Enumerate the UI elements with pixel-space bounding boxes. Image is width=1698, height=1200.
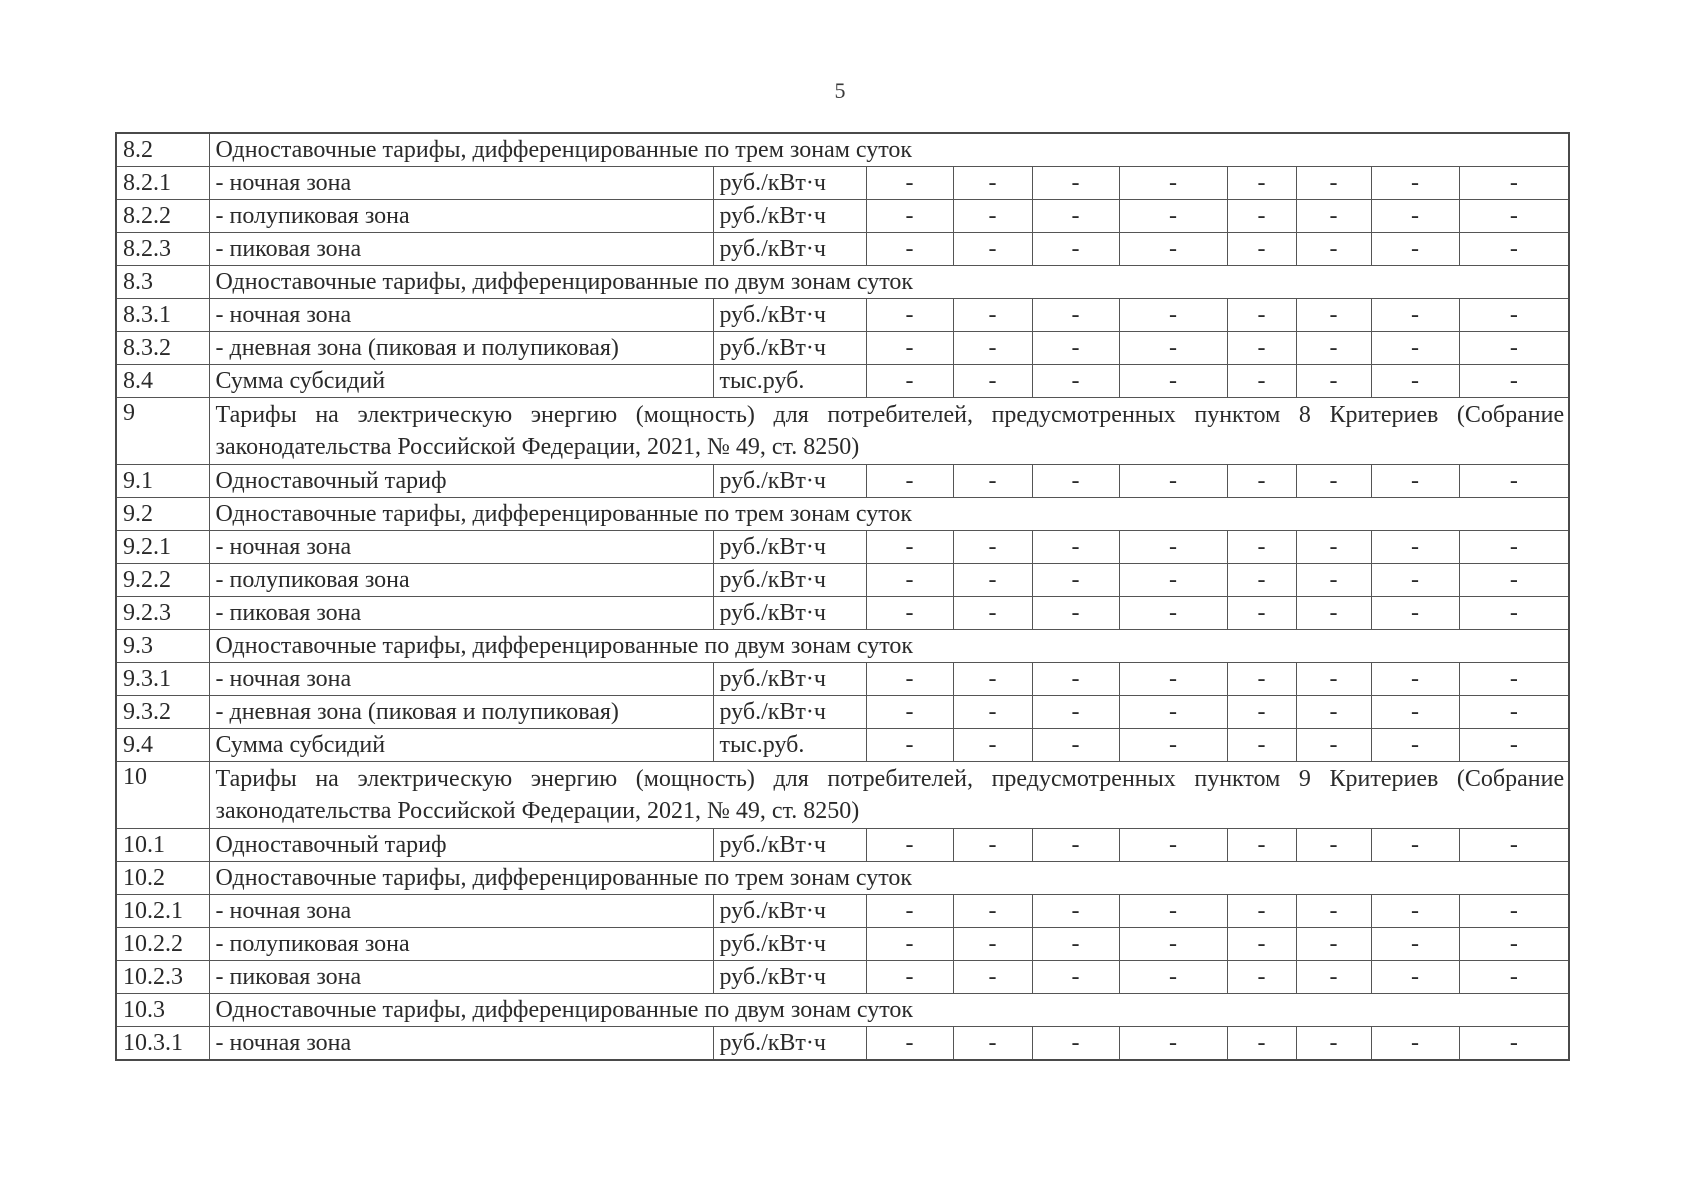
value-cell: -	[953, 895, 1032, 928]
value-cell: -	[1032, 365, 1119, 398]
value-cell: -	[1459, 465, 1569, 498]
unit: тыс.руб.	[713, 365, 866, 398]
value-cell: -	[1296, 829, 1371, 862]
table-row	[116, 696, 1569, 729]
value-cell: -	[1371, 961, 1459, 994]
value-cell: -	[1459, 663, 1569, 696]
section-title: Тарифы на электрическую энергию (мощность) для потребителей, предусмотренных пунктом 8 Критериев (Собрание законодательства Российской Федерации, 2021, № 49, ст. 8250)	[209, 398, 1569, 465]
indicator-name: - полупиковая зона	[209, 200, 713, 233]
value-cell: -	[1371, 233, 1459, 266]
value-cell: -	[1032, 564, 1119, 597]
indicator-name: - ночная зона	[209, 1027, 713, 1061]
unit: руб./кВт·ч	[713, 663, 866, 696]
value-cell: -	[1459, 332, 1569, 365]
unit: руб./кВт·ч	[713, 531, 866, 564]
row-number: 9.1	[116, 465, 209, 498]
value-cell: -	[1296, 597, 1371, 630]
value-cell: -	[1296, 531, 1371, 564]
value-cell: -	[1227, 531, 1296, 564]
row-number: 9	[116, 398, 209, 465]
value-cell: -	[1296, 663, 1371, 696]
value-cell: -	[1119, 299, 1227, 332]
section-title: Одноставочные тарифы, дифференцированные по трем зонам суток	[209, 133, 1569, 167]
table-row	[116, 829, 1569, 862]
value-cell: -	[1296, 696, 1371, 729]
value-cell: -	[953, 1027, 1032, 1061]
value-cell: -	[866, 200, 953, 233]
table-row	[116, 895, 1569, 928]
value-cell: -	[1227, 299, 1296, 332]
value-cell: -	[1371, 200, 1459, 233]
indicator-name: - пиковая зона	[209, 961, 713, 994]
value-cell: -	[866, 299, 953, 332]
value-cell: -	[953, 531, 1032, 564]
row-number: 9.3	[116, 630, 209, 663]
value-cell: -	[953, 564, 1032, 597]
row-number: 10.1	[116, 829, 209, 862]
value-cell: -	[1296, 332, 1371, 365]
value-cell: -	[1227, 200, 1296, 233]
value-cell: -	[953, 961, 1032, 994]
table-row	[116, 299, 1569, 332]
table-row	[116, 498, 1569, 531]
unit: руб./кВт·ч	[713, 299, 866, 332]
indicator-name: - полупиковая зона	[209, 928, 713, 961]
value-cell: -	[1032, 299, 1119, 332]
value-cell: -	[953, 928, 1032, 961]
value-cell: -	[1459, 233, 1569, 266]
value-cell: -	[1119, 200, 1227, 233]
unit: руб./кВт·ч	[713, 200, 866, 233]
indicator-name: - ночная зона	[209, 531, 713, 564]
value-cell: -	[1227, 465, 1296, 498]
value-cell: -	[866, 365, 953, 398]
value-cell: -	[1119, 531, 1227, 564]
value-cell: -	[1296, 365, 1371, 398]
unit: руб./кВт·ч	[713, 233, 866, 266]
value-cell: -	[1459, 564, 1569, 597]
value-cell: -	[1227, 332, 1296, 365]
value-cell: -	[1119, 961, 1227, 994]
value-cell: -	[866, 564, 953, 597]
indicator-name: - дневная зона (пиковая и полупиковая)	[209, 696, 713, 729]
value-cell: -	[1032, 663, 1119, 696]
value-cell: -	[866, 729, 953, 762]
value-cell: -	[1227, 961, 1296, 994]
value-cell: -	[1119, 365, 1227, 398]
value-cell: -	[1032, 531, 1119, 564]
value-cell: -	[1227, 167, 1296, 200]
table-row	[116, 928, 1569, 961]
value-cell: -	[1119, 928, 1227, 961]
table-row	[116, 531, 1569, 564]
value-cell: -	[953, 465, 1032, 498]
table-row	[116, 233, 1569, 266]
value-cell: -	[1371, 928, 1459, 961]
value-cell: -	[953, 597, 1032, 630]
value-cell: -	[1032, 465, 1119, 498]
value-cell: -	[1459, 200, 1569, 233]
value-cell: -	[1227, 564, 1296, 597]
indicator-name: - ночная зона	[209, 895, 713, 928]
value-cell: -	[1119, 696, 1227, 729]
value-cell: -	[866, 895, 953, 928]
table-row	[116, 200, 1569, 233]
value-cell: -	[953, 332, 1032, 365]
row-number: 9.2	[116, 498, 209, 531]
value-cell: -	[1227, 729, 1296, 762]
row-number: 9.4	[116, 729, 209, 762]
value-cell: -	[866, 663, 953, 696]
value-cell: -	[1296, 233, 1371, 266]
value-cell: -	[1459, 365, 1569, 398]
indicator-name: - ночная зона	[209, 663, 713, 696]
value-cell: -	[1032, 233, 1119, 266]
value-cell: -	[1459, 961, 1569, 994]
unit: руб./кВт·ч	[713, 597, 866, 630]
row-number: 8.3.2	[116, 332, 209, 365]
row-number: 10.2	[116, 862, 209, 895]
row-number: 9.2.1	[116, 531, 209, 564]
value-cell: -	[1119, 1027, 1227, 1061]
indicator-name: - пиковая зона	[209, 233, 713, 266]
table-row	[116, 365, 1569, 398]
unit: руб./кВт·ч	[713, 696, 866, 729]
value-cell: -	[1371, 531, 1459, 564]
value-cell: -	[1459, 729, 1569, 762]
page-number: 5	[834, 78, 846, 103]
row-number: 9.3.2	[116, 696, 209, 729]
table-row	[116, 1027, 1569, 1061]
unit: руб./кВт·ч	[713, 961, 866, 994]
value-cell: -	[1459, 1027, 1569, 1061]
value-cell: -	[1371, 1027, 1459, 1061]
unit: руб./кВт·ч	[713, 167, 866, 200]
indicator-name: - ночная зона	[209, 299, 713, 332]
value-cell: -	[1459, 829, 1569, 862]
unit: руб./кВт·ч	[713, 1027, 866, 1061]
value-cell: -	[1296, 299, 1371, 332]
value-cell: -	[1459, 597, 1569, 630]
value-cell: -	[1227, 1027, 1296, 1061]
row-number: 10	[116, 762, 209, 829]
value-cell: -	[1119, 233, 1227, 266]
indicator-name: Сумма субсидий	[209, 365, 713, 398]
row-number: 8.2.2	[116, 200, 209, 233]
section-title: Одноставочные тарифы, дифференцированные по трем зонам суток	[209, 862, 1569, 895]
value-cell: -	[1459, 299, 1569, 332]
section-title: Одноставочные тарифы, дифференцированные по двум зонам суток	[209, 630, 1569, 663]
value-cell: -	[866, 1027, 953, 1061]
value-cell: -	[1119, 895, 1227, 928]
row-number: 10.3.1	[116, 1027, 209, 1061]
value-cell: -	[1032, 167, 1119, 200]
indicator-name: - дневная зона (пиковая и полупиковая)	[209, 332, 713, 365]
indicator-name: - полупиковая зона	[209, 564, 713, 597]
value-cell: -	[1227, 365, 1296, 398]
value-cell: -	[866, 961, 953, 994]
indicator-name: - ночная зона	[209, 167, 713, 200]
section-title: Одноставочные тарифы, дифференцированные по двум зонам суток	[209, 266, 1569, 299]
value-cell: -	[1032, 895, 1119, 928]
value-cell: -	[1032, 961, 1119, 994]
unit: руб./кВт·ч	[713, 928, 866, 961]
value-cell: -	[1119, 663, 1227, 696]
value-cell: -	[1296, 167, 1371, 200]
unit: руб./кВт·ч	[713, 564, 866, 597]
table-row	[116, 762, 1569, 829]
row-number: 10.3	[116, 994, 209, 1027]
value-cell: -	[1032, 696, 1119, 729]
value-cell: -	[1227, 233, 1296, 266]
value-cell: -	[1296, 1027, 1371, 1061]
unit: руб./кВт·ч	[713, 465, 866, 498]
indicator-name: Одноставочный тариф	[209, 829, 713, 862]
table-row	[116, 332, 1569, 365]
value-cell: -	[1459, 895, 1569, 928]
value-cell: -	[953, 200, 1032, 233]
value-cell: -	[1119, 597, 1227, 630]
value-cell: -	[1032, 928, 1119, 961]
value-cell: -	[1119, 465, 1227, 498]
section-title: Одноставочные тарифы, дифференцированные по двум зонам суток	[209, 994, 1569, 1027]
table-row	[116, 167, 1569, 200]
value-cell: -	[1459, 928, 1569, 961]
table-row	[116, 630, 1569, 663]
row-number: 8.2.1	[116, 167, 209, 200]
unit: руб./кВт·ч	[713, 332, 866, 365]
row-number: 8.3	[116, 266, 209, 299]
value-cell: -	[1371, 167, 1459, 200]
value-cell: -	[866, 928, 953, 961]
table-body	[116, 133, 1569, 1060]
value-cell: -	[1371, 663, 1459, 696]
table-row	[116, 564, 1569, 597]
value-cell: -	[866, 696, 953, 729]
value-cell: -	[1371, 564, 1459, 597]
value-cell: -	[1459, 531, 1569, 564]
value-cell: -	[1032, 332, 1119, 365]
value-cell: -	[1227, 663, 1296, 696]
indicator-name: Сумма субсидий	[209, 729, 713, 762]
value-cell: -	[1227, 895, 1296, 928]
indicator-name: - пиковая зона	[209, 597, 713, 630]
row-number: 9.2.2	[116, 564, 209, 597]
value-cell: -	[866, 597, 953, 630]
unit: тыс.руб.	[713, 729, 866, 762]
value-cell: -	[1119, 332, 1227, 365]
tariff-table	[115, 132, 1570, 1061]
value-cell: -	[1296, 961, 1371, 994]
value-cell: -	[1296, 729, 1371, 762]
value-cell: -	[1119, 167, 1227, 200]
value-cell: -	[1371, 365, 1459, 398]
value-cell: -	[1459, 696, 1569, 729]
value-cell: -	[953, 299, 1032, 332]
value-cell: -	[1227, 928, 1296, 961]
value-cell: -	[1032, 200, 1119, 233]
unit: руб./кВт·ч	[713, 829, 866, 862]
value-cell: -	[1371, 465, 1459, 498]
value-cell: -	[953, 663, 1032, 696]
value-cell: -	[1296, 200, 1371, 233]
value-cell: -	[866, 829, 953, 862]
table-row	[116, 729, 1569, 762]
row-number: 8.2	[116, 133, 209, 167]
value-cell: -	[866, 233, 953, 266]
value-cell: -	[866, 531, 953, 564]
row-number: 9.2.3	[116, 597, 209, 630]
row-number: 8.2.3	[116, 233, 209, 266]
value-cell: -	[1296, 895, 1371, 928]
value-cell: -	[1371, 895, 1459, 928]
indicator-name: Одноставочный тариф	[209, 465, 713, 498]
value-cell: -	[1296, 564, 1371, 597]
value-cell: -	[1227, 829, 1296, 862]
value-cell: -	[1371, 299, 1459, 332]
value-cell: -	[953, 729, 1032, 762]
value-cell: -	[953, 167, 1032, 200]
value-cell: -	[1371, 829, 1459, 862]
unit: руб./кВт·ч	[713, 895, 866, 928]
value-cell: -	[866, 167, 953, 200]
value-cell: -	[1296, 465, 1371, 498]
row-number: 10.2.1	[116, 895, 209, 928]
value-cell: -	[1032, 597, 1119, 630]
table-row	[116, 663, 1569, 696]
table-row	[116, 994, 1569, 1027]
value-cell: -	[866, 465, 953, 498]
value-cell: -	[1296, 928, 1371, 961]
section-title: Одноставочные тарифы, дифференцированные по трем зонам суток	[209, 498, 1569, 531]
value-cell: -	[1459, 167, 1569, 200]
table-row	[116, 398, 1569, 465]
value-cell: -	[953, 233, 1032, 266]
value-cell: -	[1227, 696, 1296, 729]
table-row	[116, 266, 1569, 299]
table-row	[116, 961, 1569, 994]
row-number: 9.3.1	[116, 663, 209, 696]
table-row	[116, 133, 1569, 167]
value-cell: -	[1371, 332, 1459, 365]
value-cell: -	[953, 696, 1032, 729]
value-cell: -	[1371, 729, 1459, 762]
row-number: 8.3.1	[116, 299, 209, 332]
value-cell: -	[1371, 696, 1459, 729]
value-cell: -	[1032, 729, 1119, 762]
value-cell: -	[866, 332, 953, 365]
row-number: 10.2.3	[116, 961, 209, 994]
section-title: Тарифы на электрическую энергию (мощность) для потребителей, предусмотренных пунктом 9 Критериев (Собрание законодательства Российской Федерации, 2021, № 49, ст. 8250)	[209, 762, 1569, 829]
table-row	[116, 862, 1569, 895]
table-row	[116, 597, 1569, 630]
value-cell: -	[953, 365, 1032, 398]
value-cell: -	[1032, 1027, 1119, 1061]
value-cell: -	[1032, 829, 1119, 862]
row-number: 10.2.2	[116, 928, 209, 961]
value-cell: -	[1119, 729, 1227, 762]
row-number: 8.4	[116, 365, 209, 398]
value-cell: -	[1119, 564, 1227, 597]
value-cell: -	[1227, 597, 1296, 630]
value-cell: -	[1119, 829, 1227, 862]
table-row	[116, 465, 1569, 498]
value-cell: -	[953, 829, 1032, 862]
value-cell: -	[1371, 597, 1459, 630]
